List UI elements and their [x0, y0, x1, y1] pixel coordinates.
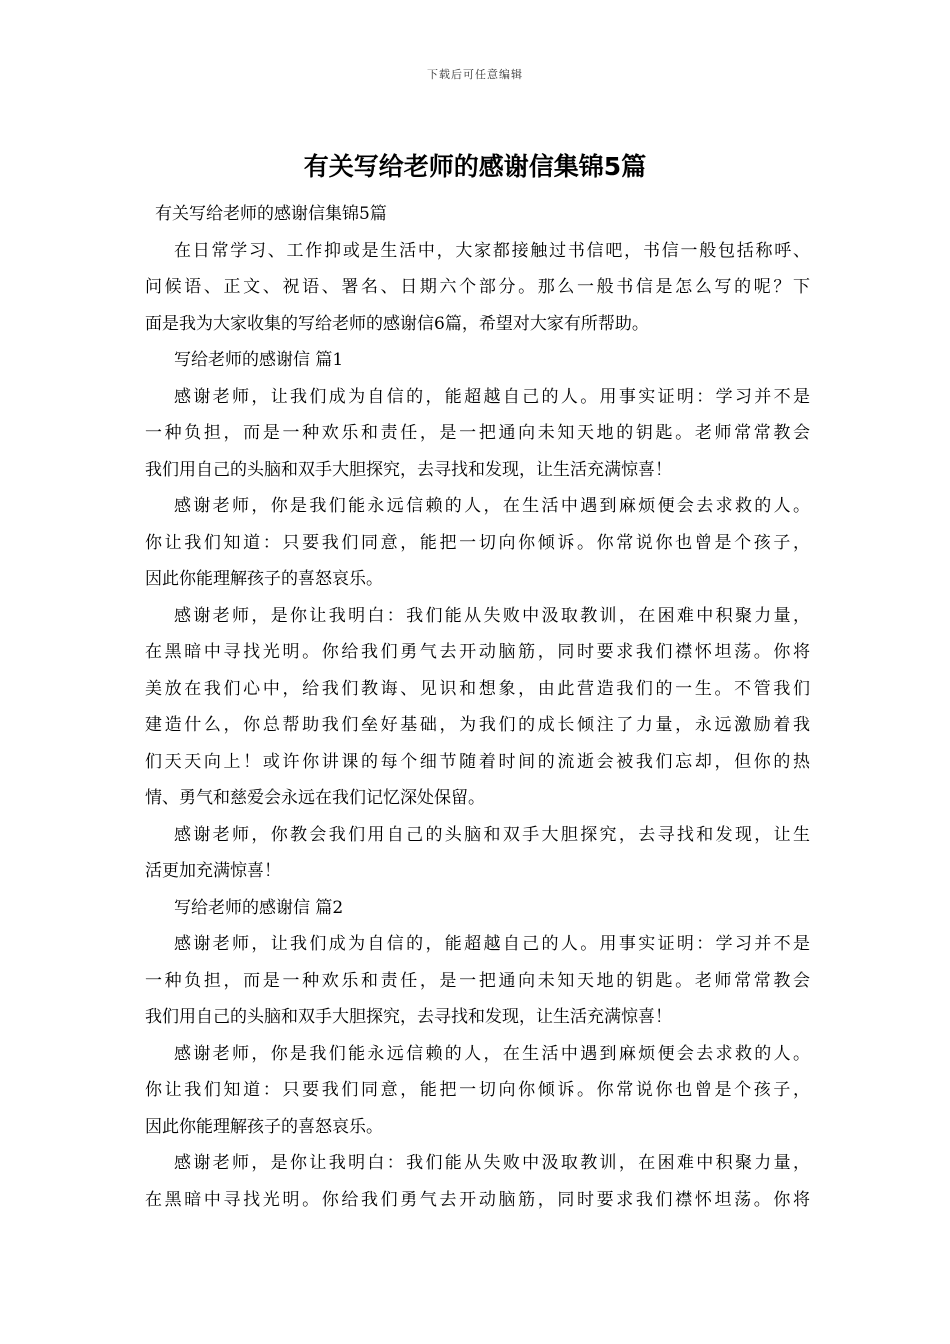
- text-line: 写给老师的感谢信 篇1: [174, 350, 344, 370]
- text-line: 面是我为大家收集的写给老师的感谢信6篇，希望对大家有所帮助。: [145, 313, 649, 334]
- text-line: 活更加充满惊喜！: [145, 861, 281, 881]
- text-line: 感谢老师，是你让我明白：我们能从失败中汲取教训，在困难中积聚力量，: [174, 1153, 810, 1173]
- text-line: 我们用自己的头脑和双手大胆探究，去寻找和发现，让生活充满惊喜！: [145, 459, 672, 480]
- text-line: 你让我们知道：只要我们同意，能把一切向你倾诉。你常说你也曾是个孩子，: [145, 1080, 810, 1100]
- text-line: 一种负担，而是一种欢乐和责任，是一把通向未知天地的钥匙。老师常常教会: [145, 970, 810, 991]
- text-line: 在黑暗中寻找光明。你给我们勇气去开动脑筋，同时要求我们襟怀坦荡。你将: [145, 1189, 810, 1210]
- text-line: 在黑暗中寻找光明。你给我们勇气去开动脑筋，同时要求我们襟怀坦荡。你将: [145, 642, 810, 662]
- text-line: 感谢老师，让我们成为自信的，能超越自己的人。用事实证明：学习并不是: [174, 934, 810, 954]
- text-line: 们天天向上！或许你讲课的每个细节随着时间的流逝会被我们忘却，但你的热: [145, 751, 810, 772]
- text-line: 写给老师的感谢信 篇2: [174, 897, 344, 918]
- text-line: 感谢老师，是你让我明白：我们能从失败中汲取教训，在困难中积聚力量，: [174, 605, 810, 626]
- text-line: 一种负担，而是一种欢乐和责任，是一把通向未知天地的钥匙。老师常常教会: [145, 423, 810, 443]
- subtitle-line: 有关写给老师的感谢信集锦5篇: [155, 204, 387, 224]
- text-line: 因此你能理解孩子的喜怒哀乐。: [145, 1116, 383, 1137]
- header-note: 下载后可任意编辑: [427, 68, 523, 81]
- text-line: 情、勇气和慈爱会永远在我们记忆深处保留。: [145, 788, 485, 808]
- text-line: 我们用自己的头脑和双手大胆探究，去寻找和发现，让生活充满惊喜！: [145, 1007, 672, 1027]
- text-line: 问候语、正文、祝语、署名、日期六个部分。那么一般书信是怎么写的呢？下: [145, 277, 810, 297]
- text-line: 感谢老师，让我们成为自信的，能超越自己的人。用事实证明：学习并不是: [174, 386, 810, 407]
- text-line: 感谢老师，你是我们能永远信赖的人，在生活中遇到麻烦便会去求救的人。: [174, 1043, 810, 1064]
- document-body: [145, 196, 810, 1218]
- text-line: 建造什么，你总帮助我们垒好基础，为我们的成长倾注了力量，永远激励着我: [145, 715, 810, 735]
- text-line: 因此你能理解孩子的喜怒哀乐。: [145, 569, 383, 589]
- text-line: 感谢老师，你教会我们用自己的头脑和双手大胆探究，去寻找和发现，让生: [174, 824, 810, 845]
- text-line: 在日常学习、工作抑或是生活中，大家都接触过书信吧，书信一般包括称呼、: [174, 240, 810, 261]
- document-title: 有关写给老师的感谢信集锦5篇: [303, 152, 647, 181]
- text-line: 你让我们知道：只要我们同意，能把一切向你倾诉。你常说你也曾是个孩子，: [145, 532, 810, 553]
- text-line: 美放在我们心中，给我们教诲、见识和想象，由此营造我们的一生。不管我们: [145, 678, 810, 699]
- text-line: 感谢老师，你是我们能永远信赖的人，在生活中遇到麻烦便会去求救的人。: [174, 496, 810, 516]
